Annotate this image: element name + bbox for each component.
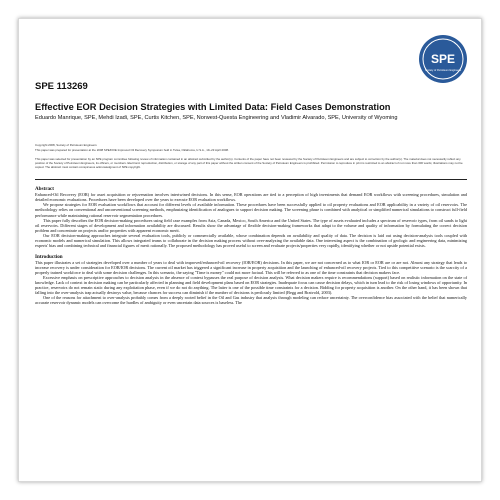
prepared-note: This paper was prepared for presentation at the 2008 SPE/DOE Improved Oil Recovery Symposium held in Tulsa, Oklahoma, U.S.A., 19–23 April 2008. — [35, 147, 229, 152]
logo-text: SPE — [430, 52, 456, 66]
logo-subtext: Society of Petroleum Engineers — [424, 69, 462, 72]
introduction-paragraph: Excessive emphasis on prescriptive approaches to decision analysis in the absence of context bypasses the real purpose of decision analysis. What decision makers require is recommendations (support) based on realistic information on the state of knowledge. Lack of context in decision making can be particularly affected in planning and field development plans based on EOR strategies. Inadequate focus can cause decision delays, which in turn lead to the risk of losing windows of opportunity. In practice, reservoirs do not remain static during any exploitation phase, even if we do not do anything. The latter is one of the possible time constraints for a decision. Bidding for property acquisition is another. On the other hand, it has been shown that falling into the over-analysis trap actually destroys value, because chances for success can diminish if the number of decisions is perilously limited (Begg and Bratvold, 2003). — [35, 274, 467, 296]
copyright-line: Copyright 2008, Society of Petroleum Engineers — [35, 142, 97, 147]
header-divider — [35, 179, 467, 180]
paper-page — [18, 18, 482, 482]
introduction-paragraph: One of the reasons for attachment to over-analysis probably comes from a deeply rooted belief in the Oil and Gas industry that analysis through modeling can reduce uncertainty. The overconfidence bias associated with the belief that numerically accurate reservoir dynamic models can overcome the hurdles of ambiguity or even uncertain data sources is baseless. The — [35, 295, 467, 306]
abstract-paragraph: Enhanced-Oil Recovery (EOR) for asset acquisition or rejuvenation involves intertwined decisions. In this sense, EOR operations are tied to a perception of high investments that demand EOR workflows with screening procedures, simulation and detailed economic evaluations. Procedures have been developed over the years to execute EOR evaluation workflows. — [35, 192, 467, 203]
abstract-paragraph: We propose strategies for EOR evaluation workflows that account for different levels of available information. These procedures have been successfully applied to oil property evaluations and EOR applicability in a variety of oil reservoirs. The methodology relies on conventional and unconventional screening methods, emphasizing identification of analogues to support decision making. The screening phase is combined with analytical or simplified numerical simulations to construct full-field performance while maintaining rational reservoir segmentation procedures. — [35, 202, 467, 218]
abstract-paragraph: Our EOR decision-making approaches integrate several evaluation tools, publicly or commercially available, whose combination depends on availability and quality of data. The decision is laid out using decision-analysis tools coupled with economic models and numerical simulation. This allows integrated teams to collaborate in the decision making process without over-analyzing the available data. One interesting aspect is the combination of geologic and engineering data, minimizing experts' bias and combining technical and financial figures of merit rationally. The proposed methodology has proved useful to screen and evaluate projects/properties very rapidly, identifying whether or not upside potential exists. — [35, 232, 467, 248]
paper-title: Effective EOR Decision Strategies with Limited Data: Field Cases Demonstration — [35, 102, 391, 112]
abstract-paragraph: This paper fully describes the EOR decision-making procedures using field case examples from Asia, Canada, Mexico, South America and the United States. The type of assets evaluated includes a spectrum of reservoir types, from oil sands to light oil reservoirs. Different stages of development and information availability are discussed. Results show the advantage of flexible decision-making frameworks that adapt to the volume and quality of information by formulating the correct decision problem and concentrate on projects and/or properties with apparent economic merit. — [35, 217, 467, 233]
paper-authors: Eduardo Manrique, SPE, Mehdi Izadi, SPE, Curtis Kitchen, SPE, Norwest-Questa Engineering and Vladimir Alvarado, SPE, University of Wyoming — [35, 115, 398, 121]
introduction-heading: Introduction — [35, 253, 63, 260]
abstract-heading: Abstract — [35, 186, 54, 193]
review-notice: This paper was selected for presentation by an SPE program committee following review of information contained in an abstract submitted by the author(s). Contents of the paper have not been reviewed by the Society of Petroleum Engineers and are subject to correction by the author(s). The material does not necessarily reflect any position of the Society of Petroleum Engineers, its officers, or members. Electronic reproduction, distribution, or storage of any part of this paper without the written consent of the Society of Petroleum Engineers is prohibited. Permission to reproduce in print is restricted to an abstract of not more than 300 words; illustrations may not be copied. The abstract must contain conspicuous acknowledgment of SPE copyright. — [35, 157, 463, 169]
paper-number: SPE 113269 — [35, 81, 88, 92]
introduction-paragraph: This paper illustrates a set of strategies developed over a number of years to deal with improved/enhanced-oil recovery (IOR/EOR) decisions. In this paper, we are not concerned as to what IOR or EOR are or are not. Almost any strategy that leads to increase recovery is under consideration for EOR/IOR decisions. The current oil market has triggered a significant increase in property acquisition and the launching of enhanced-oil recovery projects. Tied to this competitive scenario is the scarcity of a properly trained workforce to deal with some decision challenges. In this scenario, the saying "Time is money" could not more factual. This will be referred to as one of the time constraints that decision makers face. — [35, 259, 467, 275]
